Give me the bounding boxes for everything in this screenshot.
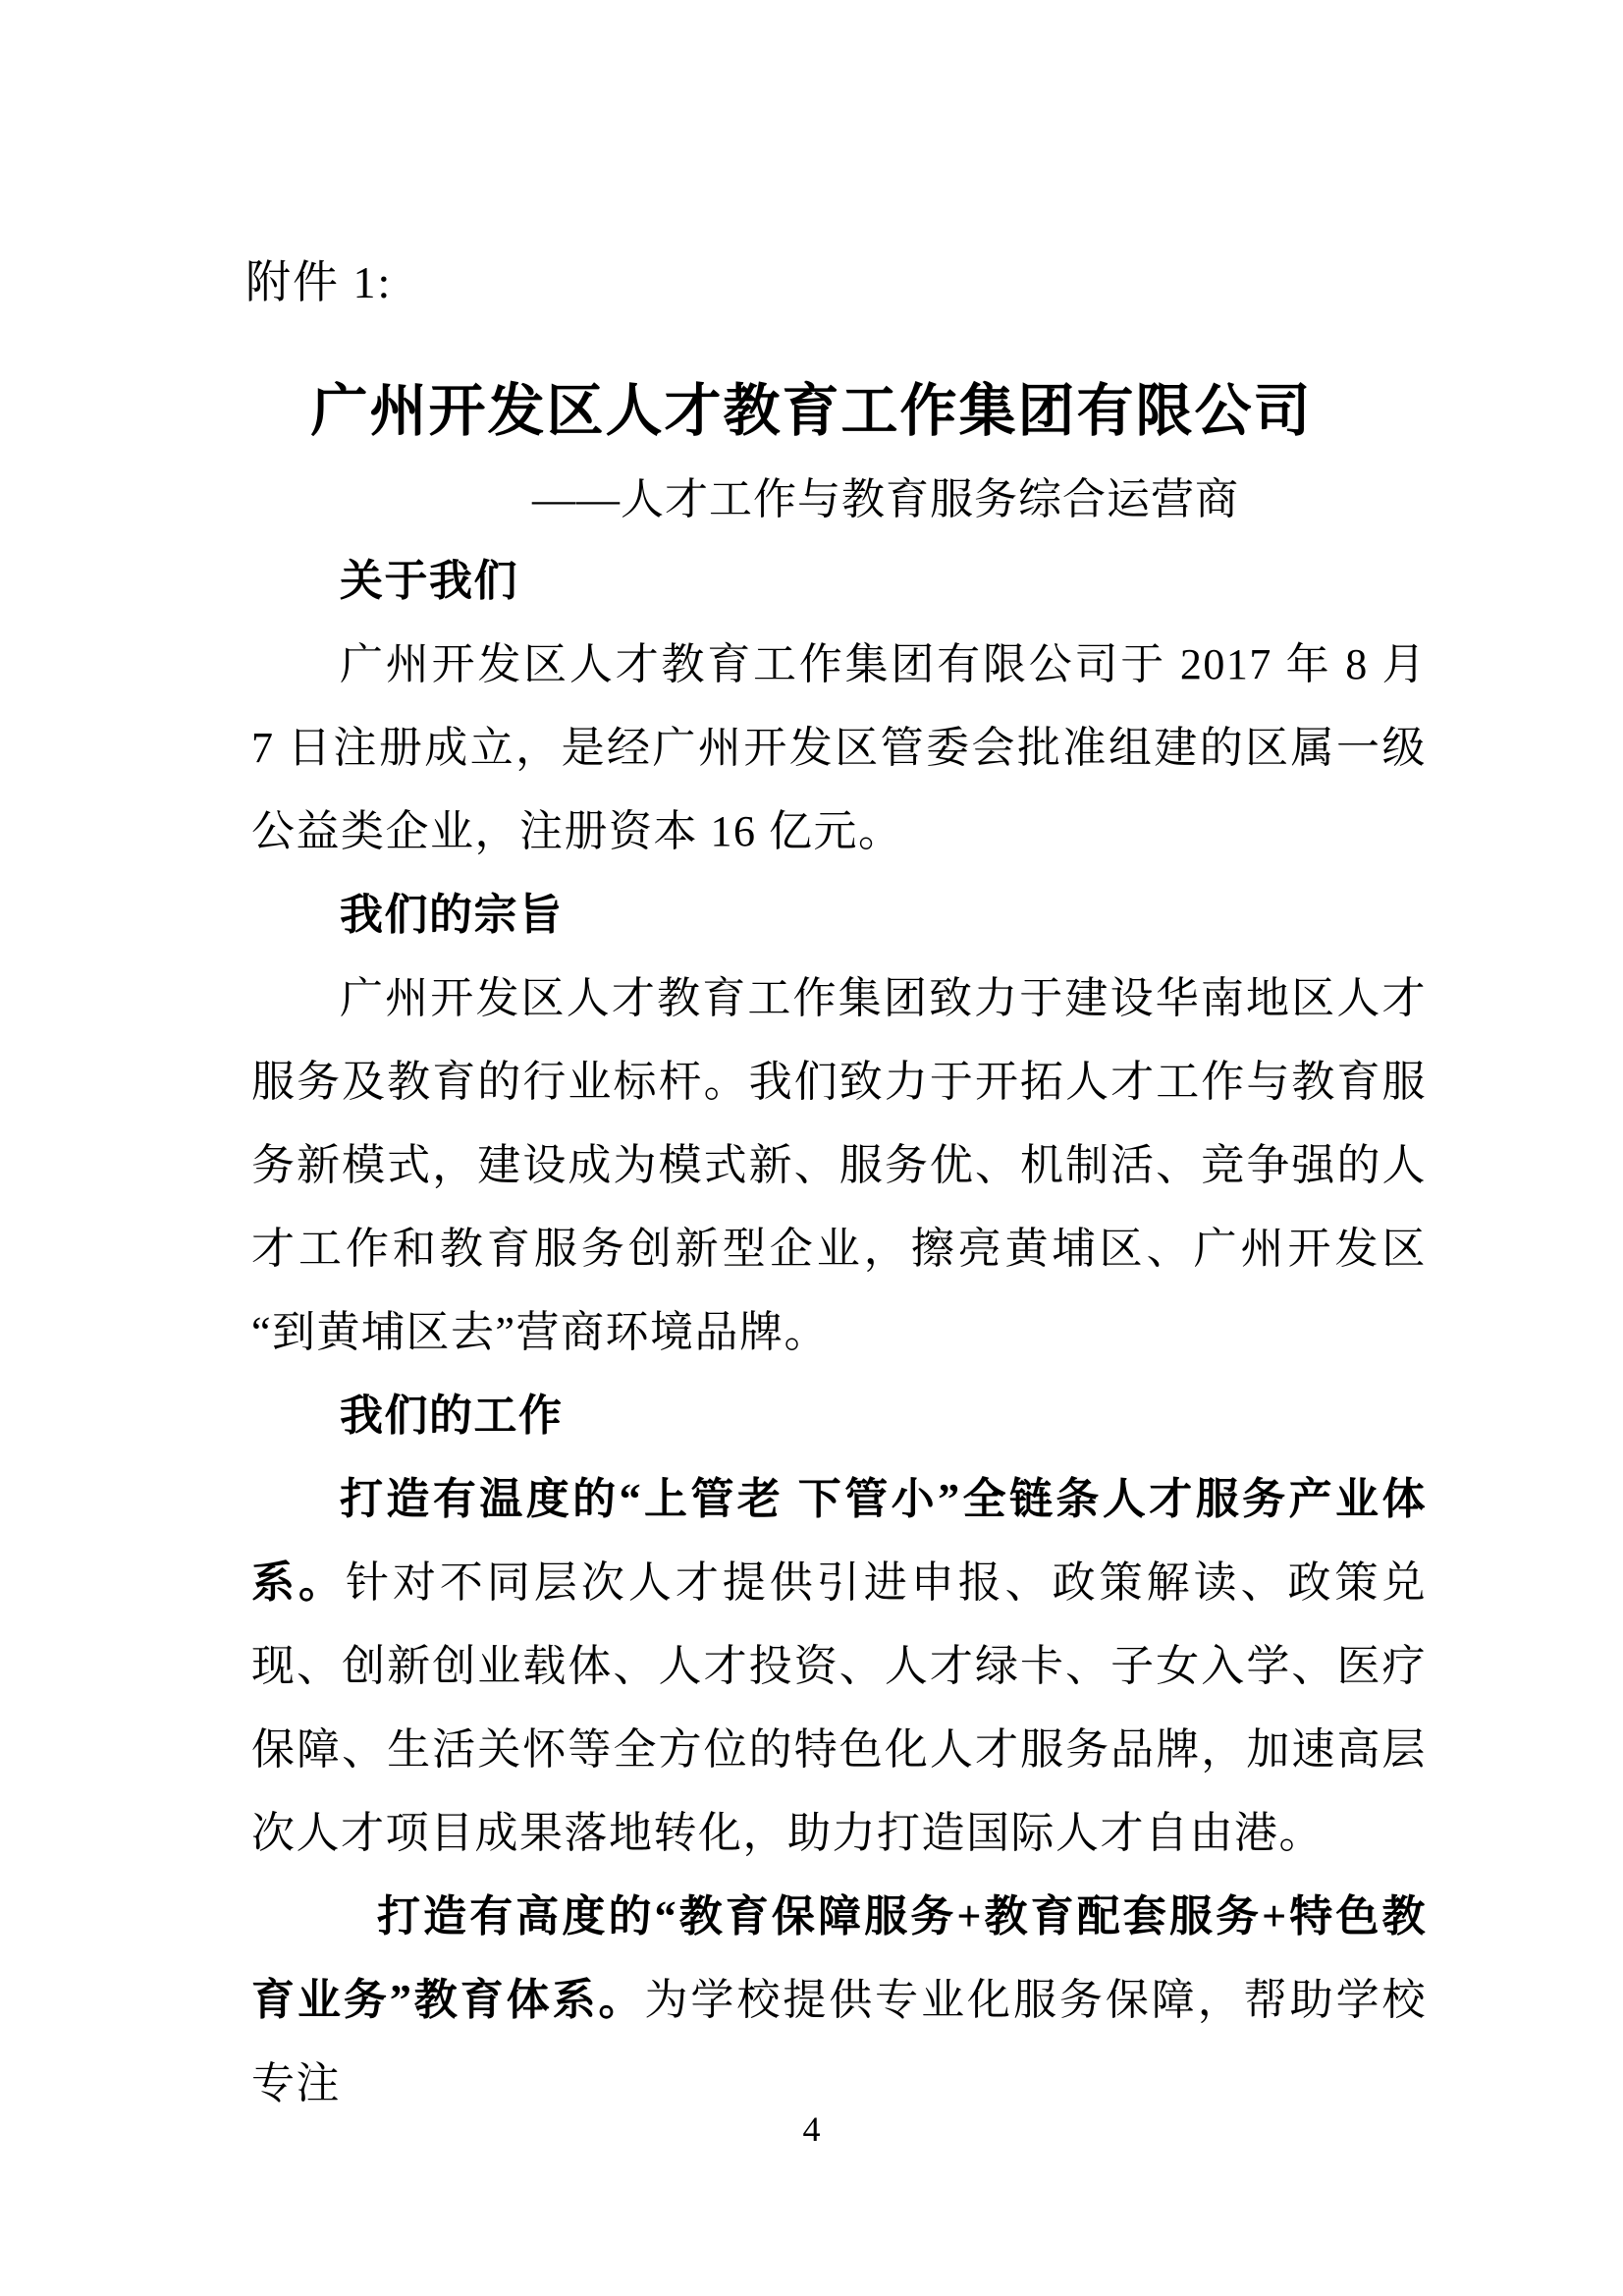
attachment-label: 附件 1: xyxy=(245,257,393,307)
page-number: 4 xyxy=(802,2109,821,2149)
section-heading-our-purpose: 我们的宗旨 xyxy=(340,891,564,939)
section-heading-our-work: 我们的工作 xyxy=(340,1392,564,1440)
paragraph-education-system xyxy=(251,1875,1427,2125)
document-subtitle: ——人才工作与教育服务综合运营商 xyxy=(532,475,1239,523)
section-heading-about-us: 关于我们 xyxy=(340,557,518,605)
document-title: 广州开发区人才教育工作集团有限公司 xyxy=(310,379,1313,443)
paragraph-about-us: 广州开发区人才教育工作集团有限公司于 2017 年 8 月 7 日注册成立，是经广州开发区管委会批准组建的区属一级公益类企业，注册资本 16 亿元。 xyxy=(251,640,1427,855)
bold-run-talent-service: 打造有温度的“上管老 下管小”全链条人才服务产业体系。 xyxy=(251,1475,1427,1607)
paragraph-our-purpose: 广州开发区人才教育工作集团致力于建设华南地区人才服务及教育的行业标杆。我们致力于开拓人才工作与教育服务新模式，建设成为模式新、服务优、机制活、竞争强的人才工作和教育服务创新型企业，擦亮黄埔区、广州开发区“到黄埔区去”营商环境品牌。 xyxy=(251,974,1427,1356)
document-body xyxy=(251,539,1427,2125)
text-run-talent-service: 针对不同层次人才提供引进申报、政策解读、政策兑现、创新创业载体、人才投资、人才绿卡、子女入学、医疗保障、生活关怀等全方位的特色化人才服务品牌，加速高层次人才项目成果落地转化，助力打造国际人才自由港。 xyxy=(251,1558,1428,1857)
bold-run-education-system: 打造有高度的“教育保障服务+教育配套服务+特色教育业务”教育体系。 xyxy=(251,1892,1427,2024)
text-run-education-system: 为学校提供专业化服务保障，帮助学校专注 xyxy=(251,1976,1428,2107)
paragraph-talent-service-chain xyxy=(251,1457,1427,1875)
